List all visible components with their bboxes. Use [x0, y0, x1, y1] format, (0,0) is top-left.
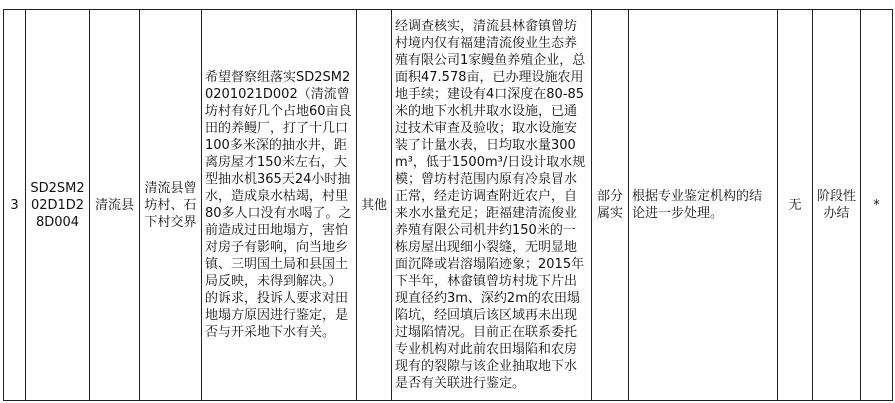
remark-cell: * — [861, 10, 893, 401]
complaint-table — [3, 9, 893, 401]
verification-result: 部分属实 — [592, 10, 629, 401]
investigation-findings: 经调查核实，清流县林畲镇曾坊村境内仅有福建清流俊业生态养殖有限公司1家鳗鱼养殖企业，总面积47.578亩，已办理设施农用地手续；建设有4口深度在80-85米的地下水机井取水设施，已通过技术审查及验收；取水设施安装了计量水表，日均取水量300m³，低于1500m³/日设计取水规模；曾坊村范围内原有冷泉冒水正常，经走访调查附近农户，自来水水量充足；距福建清流俊业养殖有限公司机井约150米的一栋房屋出现细小裂缝，无明显地面沉降或岩溶塌陷迹象；2015年下半年，林畲镇曾坊村垅下片出现直径约3m、深约2m的农田塌陷坑，经回填后该区域再未出现过塌陷情况。目前正在联系委托专业机构对此前农田塌陷和农房现有的裂隙与该企业抽取地下水是否有关联进行鉴定。 — [392, 10, 592, 401]
county-cell: 清流县 — [90, 10, 140, 401]
handling-measures: 根据专业鉴定机构的结论进一步处理。 — [629, 10, 778, 401]
complaint-content: 希望督察组落实SD2SM20201021D002（清流曾坊村有好几个占地60亩良田的养鳗厂，打了十几口100多米深的抽水井，距离房屋才150米左右，大型抽水机365天24小时抽水，造成泉水枯竭，村里80多人口没有水喝了。之前造成过田地塌方，害怕对房子有影响，向当地乡镇、三明国土局和县国土局反映，未得到解决。）的诉求，投诉人要求对田地塌方原因进行鉴定，是否与开采地下水有关。 — [202, 10, 357, 401]
location-cell: 清流县曾坊村、石下村交界 — [140, 10, 202, 401]
accountability-cell: 无 — [778, 10, 813, 401]
completion-status: 阶段性办结 — [813, 10, 861, 401]
row-index: 3 — [4, 10, 26, 401]
table-row — [4, 10, 893, 401]
pollution-type: 其他 — [357, 10, 392, 401]
case-code: SD2SM202D1D28D004 — [26, 10, 90, 401]
